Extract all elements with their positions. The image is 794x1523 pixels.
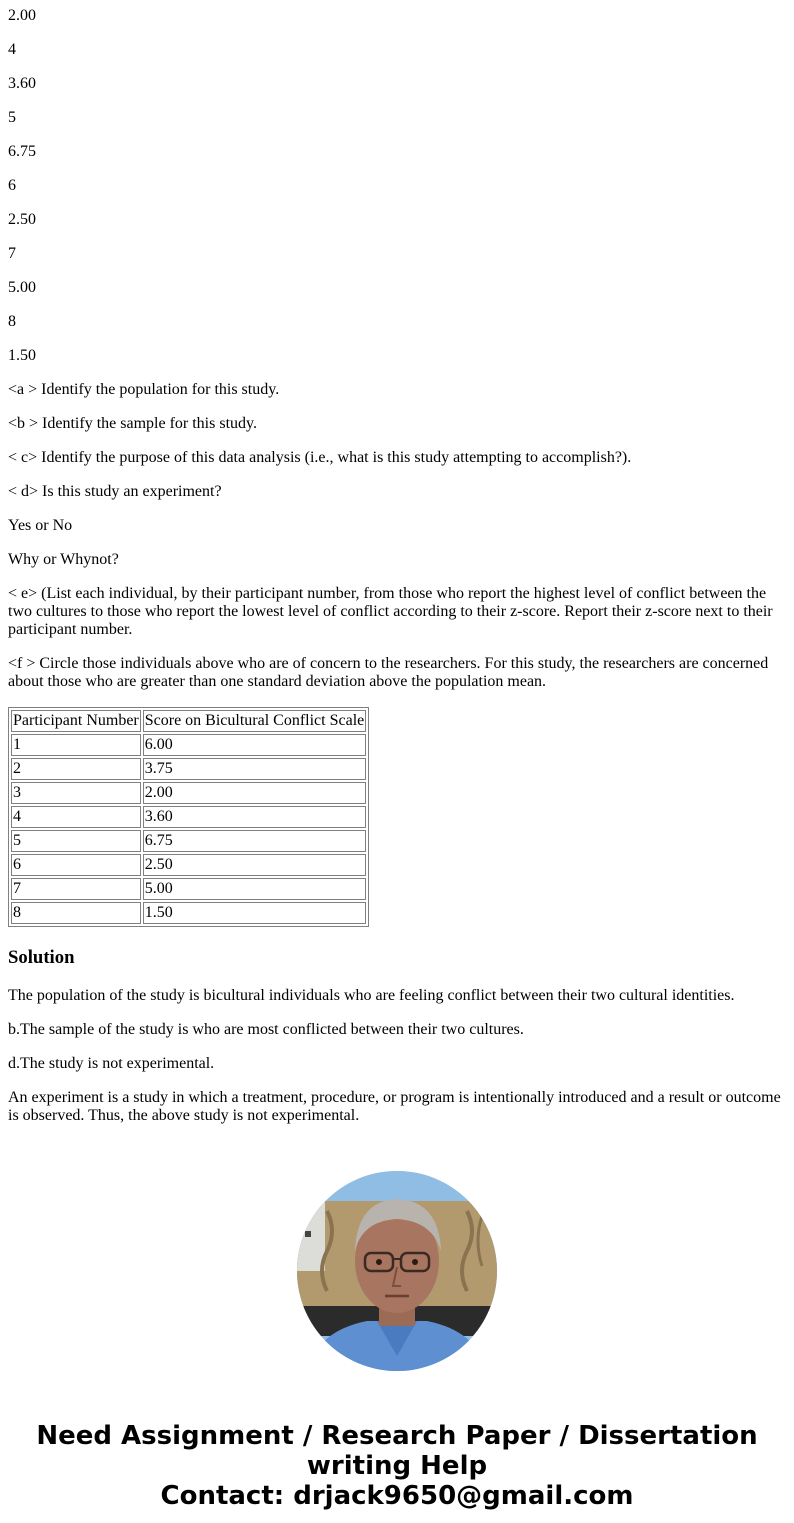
promo-banner (8, 1421, 786, 1511)
score: 6.00 (143, 734, 367, 756)
question-b: <b > Identify the sample for this study. (8, 415, 257, 432)
list-item: 8 (8, 313, 16, 330)
question-d: < d> Is this study an experiment? (8, 483, 222, 500)
list-item: 5.00 (8, 279, 36, 296)
question-f: <f > Circle those individuals above who are of concern to the researchers. For this study, the researchers are concerned about those who are greater than one standard deviation above the population mean. (8, 655, 769, 690)
table-row (11, 806, 366, 828)
author-photo-container (8, 1171, 786, 1371)
list-item: 2.00 (8, 7, 36, 24)
author-avatar (297, 1171, 497, 1371)
question-a: <a > Identify the population for this study. (8, 381, 280, 398)
list-item: 1.50 (8, 347, 36, 364)
document-page (0, 7, 794, 1511)
table-row (11, 758, 366, 780)
score: 6.75 (143, 830, 367, 852)
participant-number: 8 (11, 902, 141, 924)
table-header-row (11, 710, 366, 732)
score-list (8, 7, 786, 365)
score: 3.60 (143, 806, 367, 828)
list-item: 3.60 (8, 75, 36, 92)
solution-paragraph: The population of the study is bicultural individuals who are feeling conflict between their two cultural identities. (8, 987, 735, 1004)
solution-paragraph: d.The study is not experimental. (8, 1055, 215, 1072)
participant-number: 2 (11, 758, 141, 780)
list-item: 6.75 (8, 143, 36, 160)
promo-contact: Contact: drjack9650@gmail.com (160, 1481, 634, 1511)
list-item: 6 (8, 177, 16, 194)
table-row (11, 878, 366, 900)
score: 1.50 (143, 902, 367, 924)
score: 2.50 (143, 854, 367, 876)
participant-number: 7 (11, 878, 141, 900)
table-row (11, 734, 366, 756)
list-item: 7 (8, 245, 16, 262)
questions (8, 381, 786, 691)
table-row (11, 830, 366, 852)
solution-heading: Solution (8, 947, 75, 968)
table-row (11, 902, 366, 924)
solution-body (8, 987, 786, 1125)
question-e: < e> (List each individual, by their participant number, from those who report the highest level of conflict between the two cultures to those who report the lowest level of conflict according to their z-score. Report their z-score next to their participant number. (8, 585, 773, 638)
solution-paragraph: An experiment is a study in which a treatment, procedure, or program is intentionally introduced and a result or outcome is observed. Thus, the above study is not experimental. (8, 1089, 781, 1124)
list-item: 4 (8, 41, 16, 58)
yes-no-prompt: Yes or No (8, 517, 73, 534)
participant-number: 1 (11, 734, 141, 756)
solution-paragraph: b.The sample of the study is who are most conflicted between their two cultures. (8, 1021, 524, 1038)
author-portrait-icon (297, 1171, 497, 1371)
header-score: Score on Bicultural Conflict Scale (143, 710, 367, 732)
scores-table (8, 707, 369, 927)
promo-headline: Need Assignment / Research Paper / Dissertation writing Help (36, 1421, 758, 1481)
table-row (11, 782, 366, 804)
why-prompt: Why or Whynot? (8, 551, 119, 568)
header-participant-number: Participant Number (11, 710, 141, 732)
participant-number: 5 (11, 830, 141, 852)
participant-number: 3 (11, 782, 141, 804)
participant-number: 4 (11, 806, 141, 828)
list-item: 5 (8, 109, 16, 126)
score: 3.75 (143, 758, 367, 780)
participant-number: 6 (11, 854, 141, 876)
list-item: 2.50 (8, 211, 36, 228)
table-row (11, 854, 366, 876)
score: 2.00 (143, 782, 367, 804)
score: 5.00 (143, 878, 367, 900)
question-c: < c> Identify the purpose of this data analysis (i.e., what is this study attempting to accomplish?). (8, 449, 632, 466)
